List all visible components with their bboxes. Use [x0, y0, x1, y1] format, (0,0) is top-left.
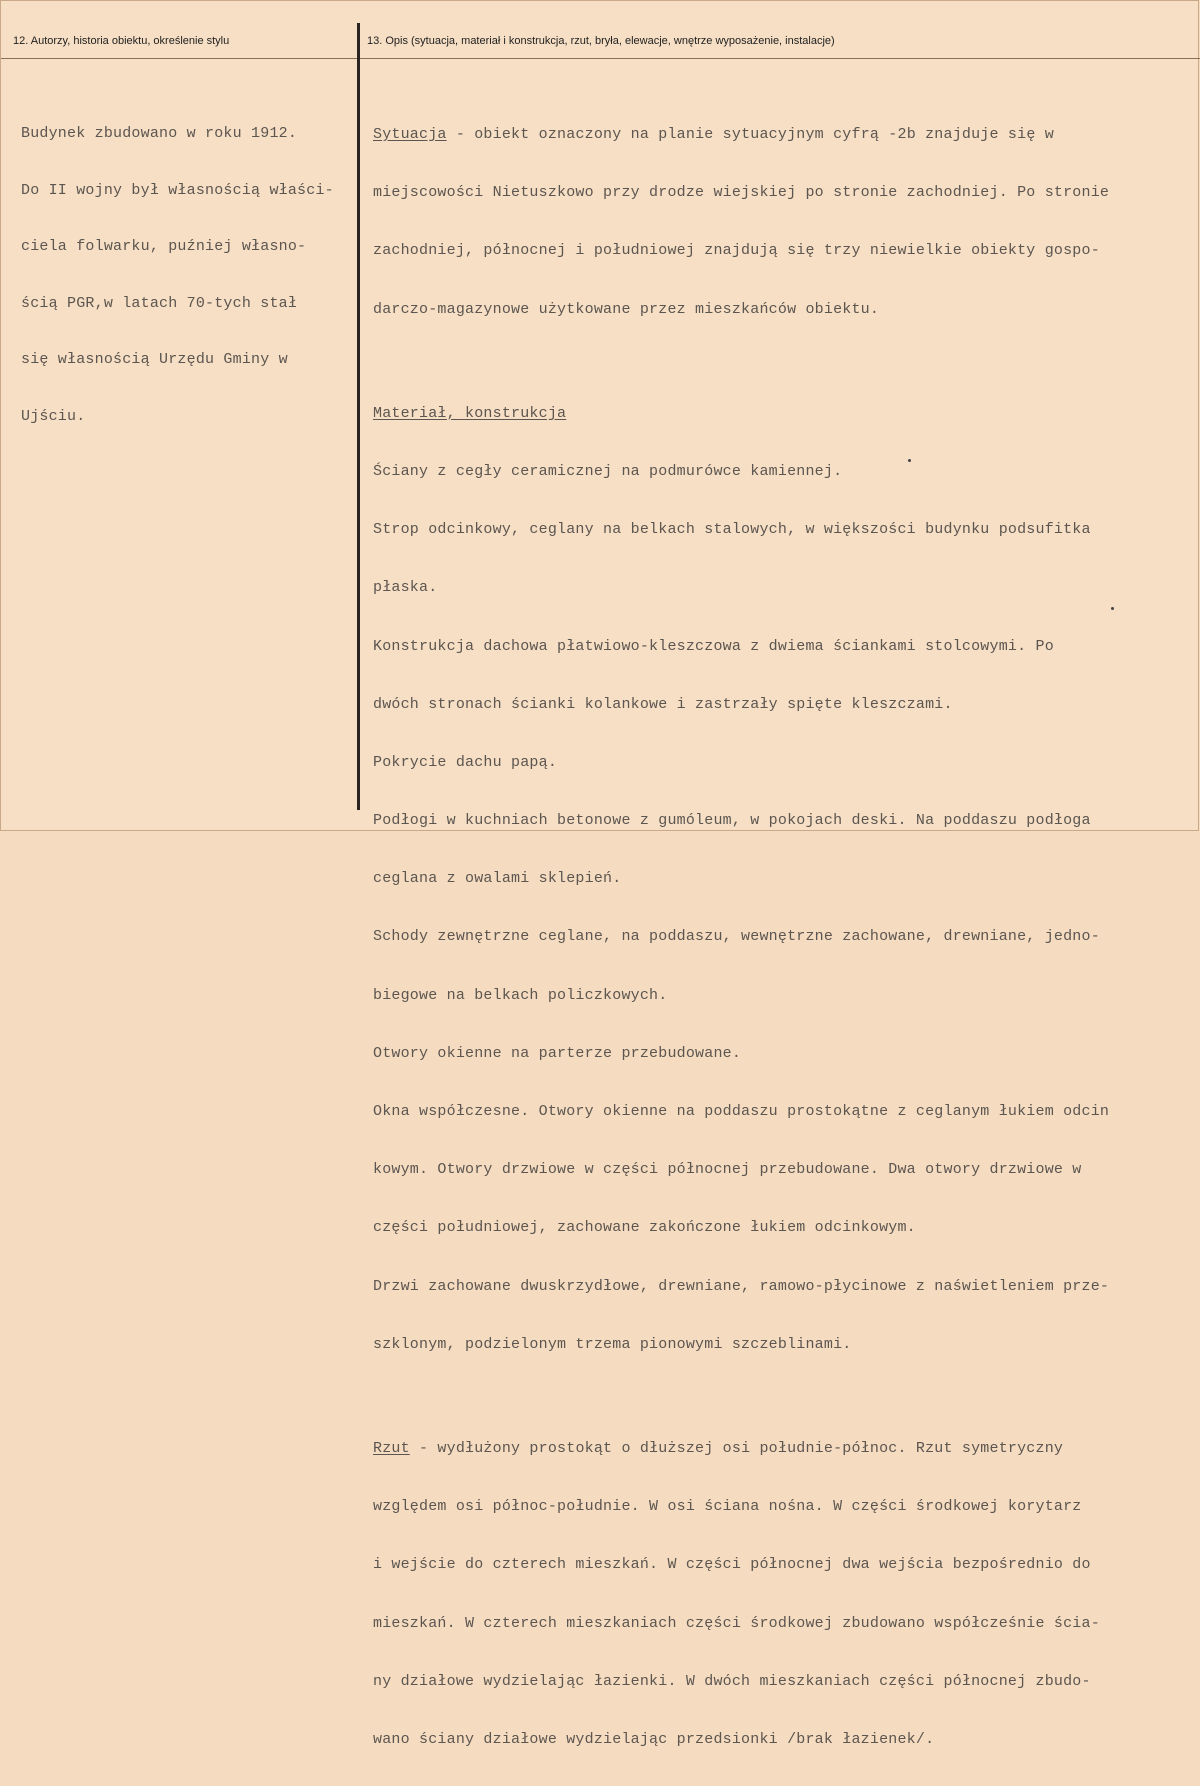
text-line: Pokrycie dachu papą.	[373, 753, 558, 771]
history-text	[21, 89, 334, 462]
text-line: Ściany z cegły ceramicznej na podmurówce kamiennej.	[373, 462, 843, 480]
description-text	[373, 89, 1109, 1786]
text-line: Konstrukcja dachowa płatwiowo-kleszczowa z dwiema ściankami stolcowymi. Po	[373, 637, 1054, 655]
text-line: Strop odcinkowy, ceglany na belkach stalowych, w większości budynku podsufitka	[373, 521, 1091, 539]
text-line: Okna współczesne. Otwory okienne na poddaszu prostokątne z ceglanym łukiem odcin	[373, 1103, 1110, 1120]
text-line: ceglana z owalami sklepień.	[373, 870, 622, 888]
text-line: Drzwi zachowane dwuskrzydłowe, drewniane, ramowo-płycinowe z naświetleniem prze-	[373, 1277, 1110, 1295]
text-line: mieszkań. W czterech mieszkaniach części środkowej zbudowano współcześnie ścia-	[373, 1614, 1100, 1632]
text-line: względem osi północ-południe. W osi ściana nośna. W części środkowej korytarz	[373, 1498, 1082, 1516]
section-13-header: 13. Opis (sytuacja, materiał i konstrukcja, rzut, bryła, elewacje, wnętrze wyposażenie, instalacje)	[367, 35, 835, 47]
material-heading-line	[373, 402, 1109, 426]
text-line: zachodniej, północnej i południowej znajdują się trzy niewielkie obiekty gospo-	[373, 242, 1100, 260]
header-rule	[1, 58, 1200, 59]
text-line: wano ściany działowe wydzielając przedsionki /brak łazienek/.	[373, 1730, 935, 1748]
ink-speck	[908, 459, 911, 462]
text-line: Podłogi w kuchniach betonowe z gumóleum, w pokojach deski. Na poddaszu podłoga	[373, 812, 1091, 830]
rzut-heading: Rzut	[373, 1439, 410, 1457]
text-line: Budynek zbudowano w roku 1912.	[21, 125, 298, 142]
text-line: ny działowe wydzielając łazienki. W dwóch mieszkaniach części północnej zbudo-	[373, 1672, 1091, 1690]
section-12-header: 12. Autorzy, historia obiektu, określenie stylu	[13, 35, 230, 47]
text-line: Do II wojny był własnością właści-	[21, 181, 334, 199]
text-line: szklonym, podzielonym trzema pionowymi szczeblinami.	[373, 1335, 852, 1353]
text-line: Otwory okienne na parterze przebudowane.	[373, 1044, 742, 1062]
text-line: płaska.	[373, 579, 438, 597]
text-line: się własnością Urzędu Gminy w	[21, 351, 288, 368]
ink-speck	[1111, 607, 1114, 610]
text-line: miejscowości Nietuszkowo przy drodze wiejskiej po stronie zachodniej. Po stronie	[373, 184, 1110, 202]
text-line: ścią PGR,w latach 70-tych stał	[21, 294, 298, 312]
column-divider	[357, 23, 360, 810]
text-line: i wejście do czterech mieszkań. W części północnej dwa wejścia bezpośrednio do	[373, 1556, 1091, 1574]
text-line: Schody zewnętrzne ceglane, na poddaszu, wewnętrzne zachowane, drewniane, jedno-	[373, 928, 1100, 946]
sytuacja-first-line: Sytuacja - obiekt oznaczony na planie sytuacyjnym cyfrą -2b znajduje się w	[373, 126, 1054, 143]
text-line: dwóch stronach ścianki kolankowe i zastrzały spięte kleszczami.	[373, 695, 953, 713]
rzut-first-line: Rzut - wydłużony prostokąt o dłuższej osi południe-północ. Rzut symetryczny	[373, 1439, 1064, 1457]
text-line: ciela folwarku, puźniej własno-	[21, 238, 307, 255]
text-line: Ujściu.	[21, 407, 86, 425]
text-line: części południowej, zachowane zakończone łukiem odcinkowym.	[373, 1219, 916, 1237]
sytuacja-heading: Sytuacja	[373, 126, 447, 143]
text-line: darczo-magazynowe użytkowane przez mieszkańców obiektu.	[373, 300, 880, 318]
text-line: biegowe na belkach policzkowych.	[373, 986, 668, 1004]
text-line: kowym. Otwory drzwiowe w części północnej przebudowane. Dwa otwory drzwiowe w	[373, 1161, 1082, 1179]
material-heading: Materiał, konstrukcja	[373, 404, 567, 422]
